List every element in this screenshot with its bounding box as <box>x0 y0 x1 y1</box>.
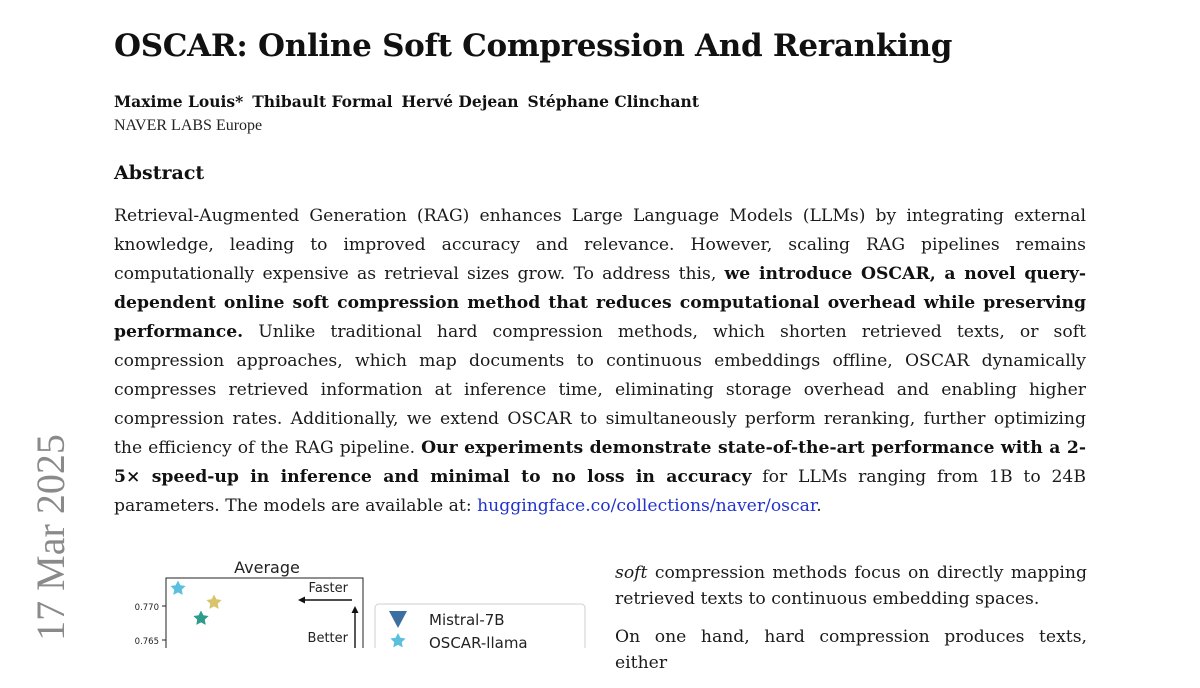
abstract-text: for LLMs ranging from 1B to 24B parameters. The models are available at: <box>114 467 1086 516</box>
abstract-bold-claim: we introduce OSCAR, a novel query-dependent online soft compression method that reduces computational overhead while preserving performance. <box>114 264 1087 342</box>
figure-title: Average <box>234 558 300 577</box>
paragraph-text: compression methods focus on directly mapping retrieved texts to continuous embedding spaces. <box>615 563 1087 609</box>
right-column-text <box>615 560 1087 688</box>
figure-average-scatter <box>126 552 596 648</box>
abstract-text: Retrieval-Augmented Generation (RAG) enhances Large Language Models (LLMs) by integrating external knowledge, leading to improved accuracy and relevance. However, scaling RAG pipelines remains computationally expensive as retrieval sizes grow. To address this, <box>114 206 1086 284</box>
better-arrowhead <box>352 606 359 613</box>
author-name: Thibault Formal <box>252 92 393 111</box>
y-tick-label: 0.765 <box>134 637 159 647</box>
arxiv-date-stamp <box>26 432 74 642</box>
author-name: Stéphane Clinchant <box>527 92 699 111</box>
paper-title: OSCAR: Online Soft Compression And Reranking <box>114 28 953 64</box>
author-list <box>114 92 708 111</box>
figure-svg <box>126 552 596 648</box>
data-point-star-blue <box>170 581 185 595</box>
paragraph <box>615 560 1087 612</box>
legend-label: Mistral-7B <box>429 611 505 629</box>
faster-label: Faster <box>308 581 348 596</box>
emphasis: soft <box>615 563 648 583</box>
abstract-end: . <box>816 496 822 516</box>
data-point-star-yellow <box>206 595 221 609</box>
abstract-heading: Abstract <box>114 162 205 184</box>
models-link[interactable]: huggingface.co/collections/naver/oscar <box>477 496 817 516</box>
author-name: Hervé Dejean <box>401 92 519 111</box>
faster-arrowhead <box>298 597 305 604</box>
paragraph: On one hand, hard compression produces texts, either <box>615 627 1087 673</box>
author-name: Maxime Louis* <box>114 92 244 111</box>
data-point-star-teal <box>193 611 208 625</box>
affiliation: NAVER LABS Europe <box>114 117 263 134</box>
y-tick-label: 0.770 <box>134 603 159 613</box>
legend-label: OSCAR-llama <box>429 634 528 648</box>
abstract-text: Unlike traditional hard compression methods, which shorten retrieved texts, or soft compression approaches, which map documents to continuous embeddings offline, OSCAR dynamically compresses retrieved information at inference time, eliminating storage overhead and enabling higher compression rates. Additionally, we extend OSCAR to simultaneously perform reranking, further optimizing the efficiency of the RAG pipeline. <box>114 322 1086 458</box>
abstract-body <box>114 202 1086 521</box>
abstract-bold-result: Our experiments demonstrate state-of-the-art performance with a 2-5× speed-up in inference and minimal to no loss in accuracy <box>114 438 1086 487</box>
side-date-text: 17 Mar 2025 <box>27 433 73 641</box>
better-label: Better <box>307 631 348 646</box>
